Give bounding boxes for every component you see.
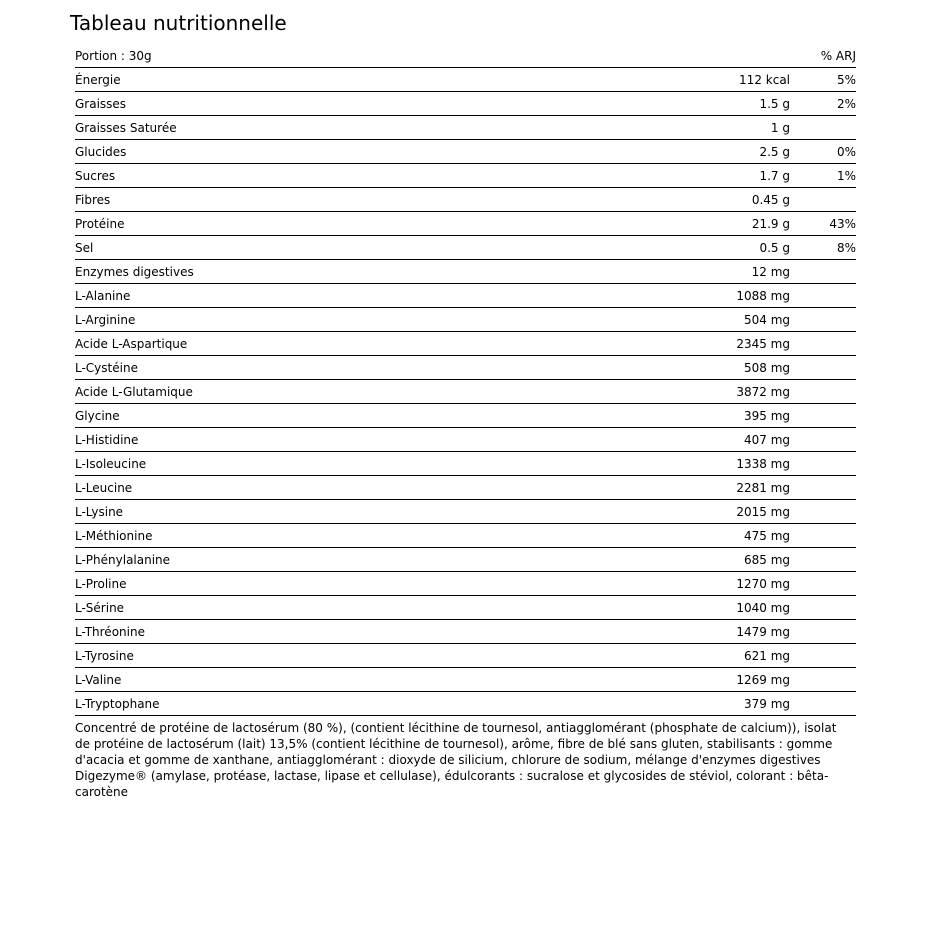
nutrient-amount: 12 mg <box>675 260 792 284</box>
nutrient-name: Acide L-Aspartique <box>75 332 675 356</box>
table-row <box>75 620 856 644</box>
table-row <box>75 116 856 140</box>
table-row <box>75 212 856 236</box>
nutrient-name: L-Arginine <box>75 308 675 332</box>
nutrient-name: Sucres <box>75 164 675 188</box>
nutrient-name: Énergie <box>75 68 675 92</box>
nutrient-name: Graisses <box>75 92 675 116</box>
nutrient-arj <box>792 620 856 644</box>
table-row <box>75 404 856 428</box>
table-row <box>75 332 856 356</box>
table-row <box>75 692 856 716</box>
table-row <box>75 524 856 548</box>
nutrient-arj <box>792 308 856 332</box>
nutrient-arj: 43% <box>792 212 856 236</box>
nutrient-amount: 1088 mg <box>675 284 792 308</box>
nutrient-name: Acide L-Glutamique <box>75 380 675 404</box>
table-row <box>75 380 856 404</box>
nutrient-amount: 1.5 g <box>675 92 792 116</box>
nutrient-arj: 8% <box>792 236 856 260</box>
nutrient-amount: 685 mg <box>675 548 792 572</box>
table-row <box>75 260 856 284</box>
table-row <box>75 596 856 620</box>
table-row <box>75 476 856 500</box>
nutrient-amount: 0.5 g <box>675 236 792 260</box>
nutrient-amount: 1270 mg <box>675 572 792 596</box>
nutrient-amount: 1338 mg <box>675 452 792 476</box>
nutrient-arj <box>792 428 856 452</box>
nutrient-name: L-Sérine <box>75 596 675 620</box>
table-row <box>75 188 856 212</box>
nutrient-amount: 2345 mg <box>675 332 792 356</box>
header-amount-cell <box>675 44 792 68</box>
nutrient-amount: 2281 mg <box>675 476 792 500</box>
nutrient-name: Enzymes digestives <box>75 260 675 284</box>
nutrient-arj: 1% <box>792 164 856 188</box>
nutrient-arj <box>792 260 856 284</box>
nutrient-name: L-Phénylalanine <box>75 548 675 572</box>
nutrient-name: L-Valine <box>75 668 675 692</box>
nutrient-arj <box>792 380 856 404</box>
nutrient-arj <box>792 116 856 140</box>
nutrient-arj: 5% <box>792 68 856 92</box>
nutrient-amount: 1.7 g <box>675 164 792 188</box>
nutrient-amount: 1 g <box>675 116 792 140</box>
nutrient-name: L-Leucine <box>75 476 675 500</box>
table-header-row <box>75 44 856 68</box>
nutrient-arj <box>792 572 856 596</box>
ingredients-text: Concentré de protéine de lactosérum (80 %), (contient lécithine de tournesol, antiagglomérant (phosphate de calcium)), isolat de protéine de lactosérum (lait) 13,5% (contient lécithine de tournesol), arôme, fibre de blé sans gluten, stabilisants : gomme d'acacia et gomme de xanthane, antiagglomérant : dioxyde de silicium, chlorure de sodium, mélange d'enzymes digestives Digezyme® (amylase, protéase, lactase, lipase et cellulase), édulcorants : sucralose et glycosides de stéviol, colorant : bêta-carotène <box>75 721 837 799</box>
nutrient-name: Sel <box>75 236 675 260</box>
table-row <box>75 500 856 524</box>
table-row <box>75 452 856 476</box>
arj-header-label: % ARJ <box>792 44 856 68</box>
nutrient-name: L-Tyrosine <box>75 644 675 668</box>
nutrient-name: L-Isoleucine <box>75 452 675 476</box>
nutrient-name: Fibres <box>75 188 675 212</box>
nutrient-amount: 504 mg <box>675 308 792 332</box>
nutrient-name: Protéine <box>75 212 675 236</box>
nutrient-arj <box>792 356 856 380</box>
nutrient-name: L-Histidine <box>75 428 675 452</box>
nutrient-arj <box>792 188 856 212</box>
nutrient-arj <box>792 644 856 668</box>
nutrient-name: Glycine <box>75 404 675 428</box>
nutrient-name: L-Alanine <box>75 284 675 308</box>
nutrient-arj <box>792 596 856 620</box>
nutrition-table-body <box>75 44 856 716</box>
nutrient-arj <box>792 284 856 308</box>
nutrient-amount: 112 kcal <box>675 68 792 92</box>
nutrient-amount: 475 mg <box>675 524 792 548</box>
nutrient-name: L-Tryptophane <box>75 692 675 716</box>
nutrient-name: L-Proline <box>75 572 675 596</box>
table-row <box>75 572 856 596</box>
table-row <box>75 668 856 692</box>
nutrient-arj <box>792 332 856 356</box>
table-row <box>75 644 856 668</box>
page-title: Tableau nutritionnelle <box>70 11 287 35</box>
nutrient-amount: 21.9 g <box>675 212 792 236</box>
table-row <box>75 68 856 92</box>
nutrient-arj <box>792 404 856 428</box>
nutrient-arj <box>792 500 856 524</box>
nutrient-name: L-Méthionine <box>75 524 675 548</box>
nutrient-arj <box>792 524 856 548</box>
nutrient-amount: 1479 mg <box>675 620 792 644</box>
nutrient-amount: 1269 mg <box>675 668 792 692</box>
nutrient-arj: 0% <box>792 140 856 164</box>
nutrient-amount: 1040 mg <box>675 596 792 620</box>
nutrient-arj <box>792 668 856 692</box>
nutrient-amount: 0.45 g <box>675 188 792 212</box>
nutrient-amount: 407 mg <box>675 428 792 452</box>
portion-label: Portion : 30g <box>75 44 675 68</box>
table-row <box>75 428 856 452</box>
table-row <box>75 140 856 164</box>
table-row <box>75 308 856 332</box>
table-row <box>75 284 856 308</box>
nutrient-amount: 2015 mg <box>675 500 792 524</box>
nutrition-table <box>75 44 856 716</box>
nutrient-amount: 508 mg <box>675 356 792 380</box>
nutrient-arj <box>792 692 856 716</box>
nutrient-name: L-Cystéine <box>75 356 675 380</box>
table-row <box>75 164 856 188</box>
table-row <box>75 236 856 260</box>
nutrient-name: L-Lysine <box>75 500 675 524</box>
nutrient-arj <box>792 548 856 572</box>
nutrient-arj <box>792 476 856 500</box>
table-row <box>75 92 856 116</box>
nutrient-amount: 379 mg <box>675 692 792 716</box>
nutrient-name: Glucides <box>75 140 675 164</box>
nutrient-amount: 395 mg <box>675 404 792 428</box>
nutrient-amount: 621 mg <box>675 644 792 668</box>
table-row <box>75 548 856 572</box>
nutrient-name: L-Thréonine <box>75 620 675 644</box>
nutrient-arj <box>792 452 856 476</box>
table-row <box>75 356 856 380</box>
nutrient-arj: 2% <box>792 92 856 116</box>
nutrient-amount: 2.5 g <box>675 140 792 164</box>
nutrient-name: Graisses Saturée <box>75 116 675 140</box>
nutrient-amount: 3872 mg <box>675 380 792 404</box>
